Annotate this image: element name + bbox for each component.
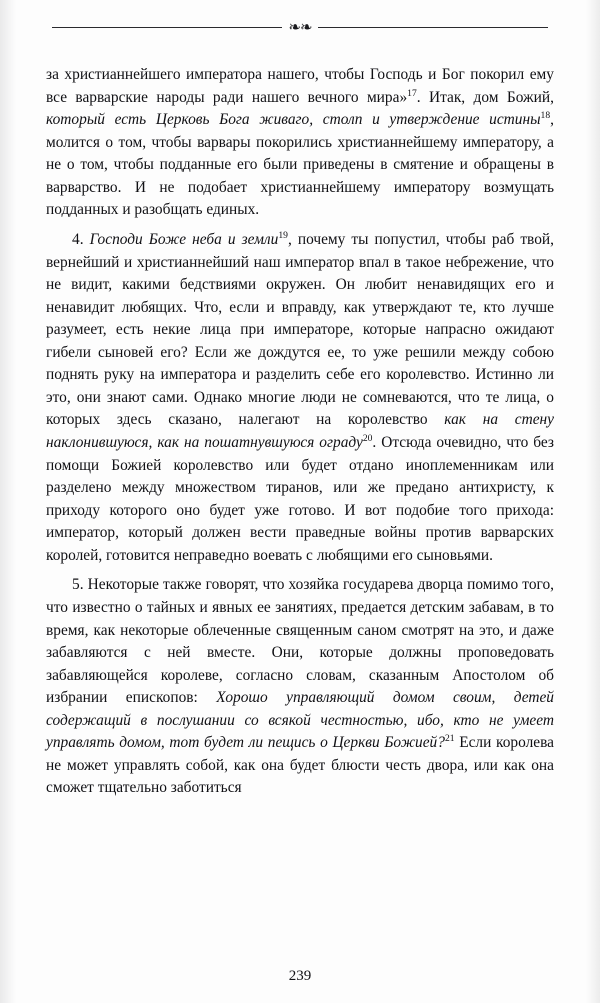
text-run: 4. (72, 230, 90, 248)
page-edge-shadow-right (586, 0, 600, 1003)
text-run: 5. Некоторые также говорят, что хозяйка государева дворца помимо того, что известно о тайных и явных ее занятиях, предается детским забавам, в то время, как некоторые облеченные священным саном смотрят на это, и даже забавляются с ней вместе. Они, которые должны проповедовать забавляющейся королеве, согласно словам, сказанным Апостолом об избрании епископов: (46, 576, 554, 707)
footnote-marker: 17 (407, 87, 417, 99)
quoted-scripture-text: Господи Боже неба и земли (89, 230, 279, 248)
text-run: за христианнейшего императора нашего, чтобы Господь и Бог покорил ему все варварские народы ради нашего вечного мира» (46, 66, 554, 106)
paragraph (46, 574, 554, 800)
quoted-scripture-text: который есть Церковь Бога живаго, столп и утверждение истины (46, 111, 541, 129)
ornament-knot-glyph: ❧❧ (282, 20, 317, 35)
footnote-marker: 19 (278, 229, 288, 241)
text-run: , молится о том, чтобы варвары покорились христианнейшему императору, а не о том, чтобы подданные его были приведены в смятение и обращены в варварство. И не подобает христианнейшему императору возмущать подданных и разобщать единых. (46, 111, 554, 219)
footnote-marker: 18 (540, 110, 551, 121)
page-edge-shadow-left (0, 0, 16, 1003)
body-text (46, 64, 554, 800)
text-run: Если королева не может управлять собой, как она будет блюсти честь двора, или как она сможет тщательно заботиться (46, 734, 554, 797)
page-content-area (46, 14, 554, 989)
footnote-marker: 20 (362, 432, 373, 444)
quoted-scripture-text: Хорошо управляющий домом своим, детей содержащий в послушании со всякой честностью, ибо, кто не умеет управлять домом, тот будет ли пещись о Церкви Божией? (46, 689, 555, 752)
text-run: . Итак, дом Божий, (416, 88, 554, 106)
text-run: , почему ты попустил, чтобы раб твой, вернейший и христианнейший наш император впал в такое небрежение, что не видит, какими бедствиями окружен. Он любит ненавидящих его и ненавидит любящих. Что, если и вправду, как утверждают те, кто лучше разумеет, есть некие лица при императоре, которые напрасно ожидают гибели сыновей его? Если же дождутся ее, то уже решили между собою поднять руку на императора и разделить себе его королевство. Истинно ли это, они знают сами. Однако многие люди не сомневаются, что те лица, о которых здесь сказано, налегают на королевство (46, 230, 555, 429)
text-run: . Отсюда очевидно, что без помощи Божией королевство или будет отдано иноплеменникам или разделено между множеством тиранов, или же предано антихристу, к приходу которого оно будет уже готово. И вот подобие того прихода: император, который должен вести праведные войны против варварских королей, готовится неправедно воевать с любящими его сыновьями. (46, 434, 554, 564)
footnote-marker: 21 (444, 733, 455, 745)
paragraph (46, 229, 554, 567)
paragraph (46, 64, 554, 222)
quoted-scripture-text: как на стену наклонившуюся, как на пошатнувшуюся ограду (46, 411, 554, 451)
page-number: 239 (288, 968, 312, 984)
header-ornament (46, 14, 554, 40)
